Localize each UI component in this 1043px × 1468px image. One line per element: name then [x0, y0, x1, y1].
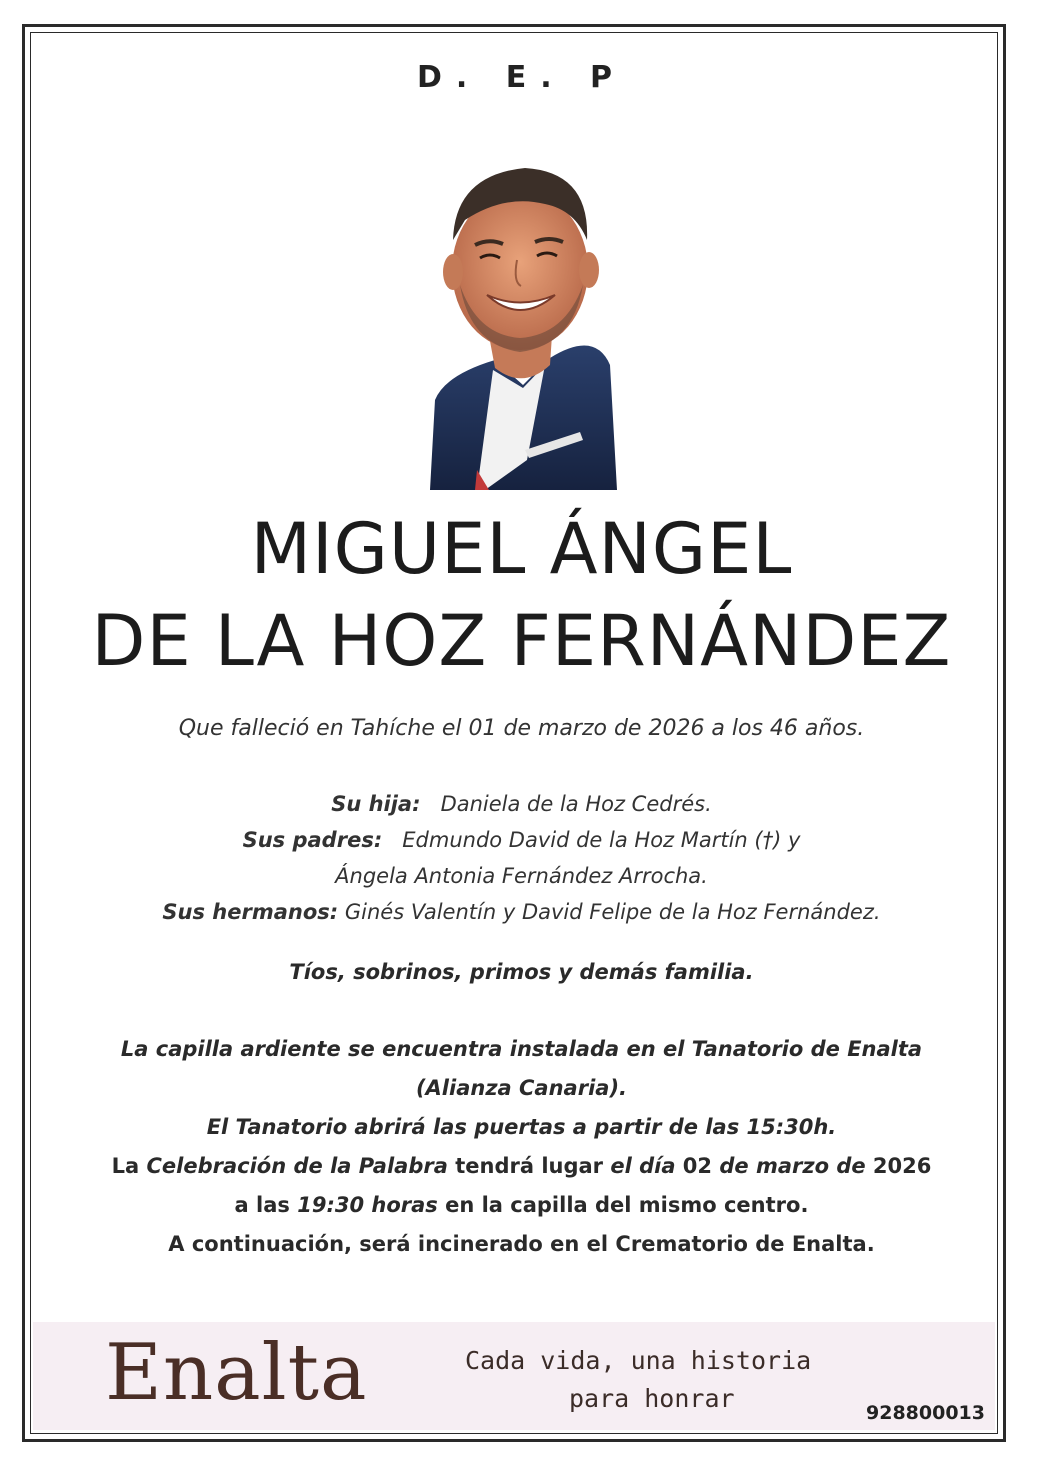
service-line-3: El Tanatorio abrirá las puertas a partir de las 15:30h.	[206, 1115, 837, 1139]
dep-heading: D. E. P	[416, 60, 627, 95]
portrait-photo-icon	[425, 160, 620, 490]
daughter-value: Daniela de la Hoz Cedrés.	[440, 792, 712, 816]
phone-number: 928800013	[866, 1402, 985, 1424]
death-notice: Que falleció en Tahíche el 01 de marzo de 2026 a los 46 años.	[178, 716, 865, 741]
daughter-line	[0, 786, 1043, 822]
parents-line	[0, 822, 1043, 858]
service-line-4-a: La	[111, 1154, 147, 1178]
siblings-label: Sus hermanos:	[162, 900, 339, 924]
service-line-4-b: Celebración de la Palabra	[146, 1154, 448, 1178]
service-line-5-a: a las	[234, 1193, 298, 1217]
service-line-6: A continuación, será incinerado en el Crematorio de Enalta.	[168, 1232, 875, 1256]
service-line-4-c: tendrá lugar	[447, 1154, 611, 1178]
siblings-value: Ginés Valentín y David Felipe de la Hoz Fernández.	[344, 900, 881, 924]
tagline-line2: para honrar	[569, 1384, 735, 1413]
service-line-4	[0, 1147, 1043, 1186]
family-list	[0, 786, 1043, 930]
service-line-1: La capilla ardiente se encuentra instalada en el Tanatorio de Enalta	[120, 1037, 923, 1061]
deceased-name-line1: MIGUEL ÁNGEL	[250, 508, 793, 590]
service-line-4-g: 2026	[865, 1154, 932, 1178]
parents-value-1: Edmundo David de la Hoz Martín (†) y	[402, 828, 801, 852]
service-line-4-f: de marzo de	[719, 1154, 866, 1178]
service-line-4-d: el día	[610, 1154, 676, 1178]
service-line-4-e: 02	[675, 1154, 720, 1178]
footer-banner	[33, 1322, 995, 1430]
service-line-5	[0, 1186, 1043, 1225]
service-details	[0, 1030, 1043, 1264]
service-line-5-c: en la capilla del mismo centro.	[437, 1193, 809, 1217]
deceased-name-line2: DE LA HOZ FERNÁNDEZ	[91, 600, 952, 682]
daughter-label: Su hija:	[331, 792, 421, 816]
brand-logo: Enalta	[105, 1328, 368, 1418]
tagline-line1: Cada vida, una historia	[465, 1346, 812, 1375]
relatives-line: Tíos, sobrinos, primos y demás familia.	[289, 960, 754, 984]
parents-label: Sus padres:	[242, 828, 383, 852]
siblings-line	[0, 894, 1043, 930]
service-line-5-b: 19:30 horas	[297, 1193, 438, 1217]
parents-line-2: Ángela Antonia Fernández Arrocha.	[335, 864, 708, 888]
service-line-2: (Alianza Canaria).	[415, 1076, 628, 1100]
